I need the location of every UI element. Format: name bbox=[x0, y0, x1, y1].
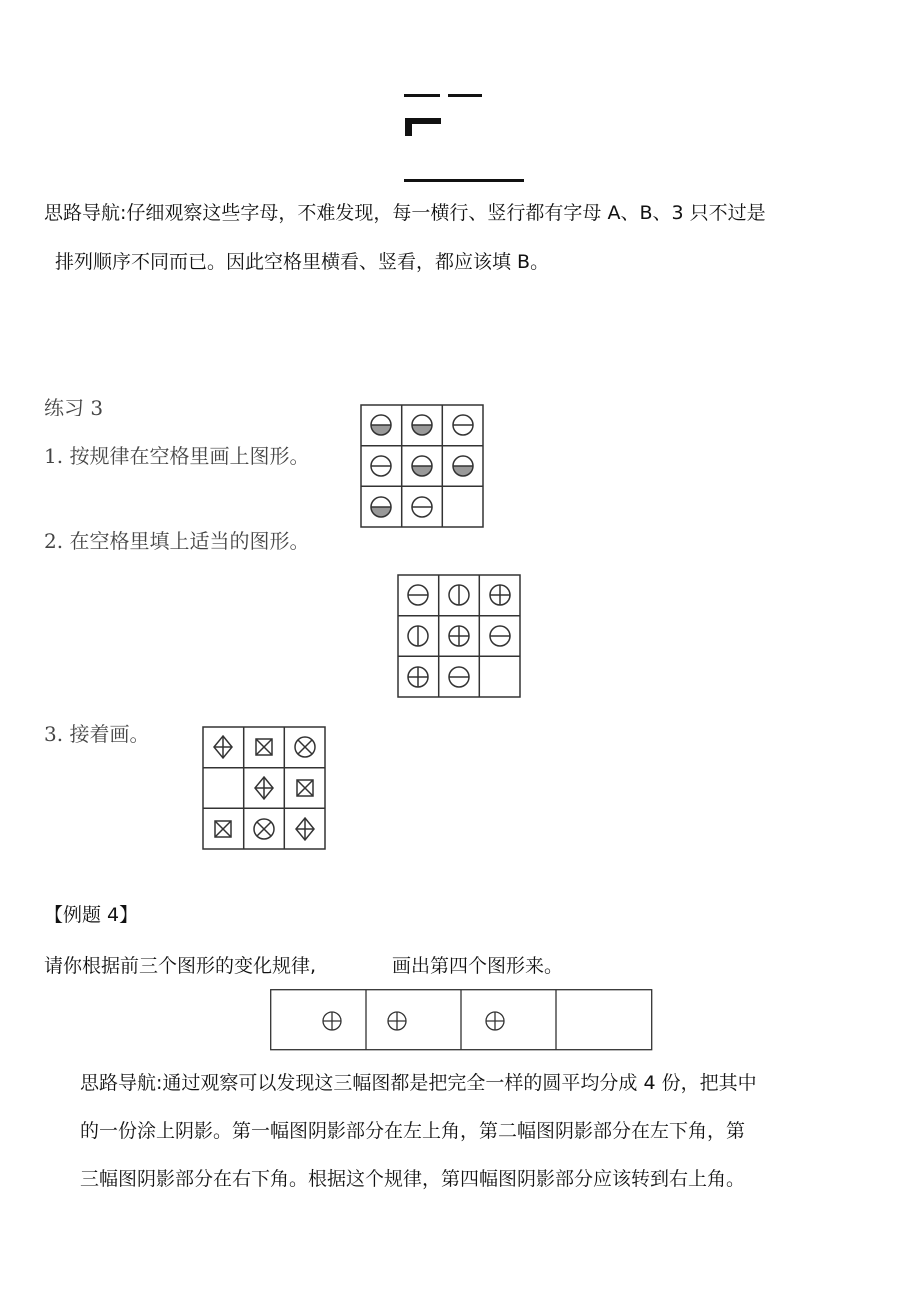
pattern-grid-1 bbox=[360, 404, 485, 529]
diamond-cross-icon bbox=[255, 777, 273, 799]
pattern-grid-2 bbox=[397, 574, 522, 699]
circle-line-icon bbox=[453, 415, 473, 435]
circle-vertical-icon bbox=[408, 626, 428, 646]
practice-heading: 练习 3 bbox=[44, 396, 104, 416]
explanation-line: 思路导航:通过观察可以发现这三幅图都是把完全一样的圆平均分成 4 份，把其中 bbox=[80, 1072, 757, 1094]
pattern-grid-3 bbox=[202, 726, 327, 851]
circle-cross-icon bbox=[486, 1012, 504, 1030]
sequence-boxes bbox=[270, 989, 653, 1051]
circle-cross-icon bbox=[323, 1012, 341, 1030]
explanation-line: 三幅图阴影部分在右下角。根据这个规律，第四幅图阴影部分应该转到右上角。 bbox=[80, 1168, 746, 1190]
question-2: 2. 在空格里填上适当的图形。 bbox=[44, 529, 310, 553]
circle-shaded-bottom-icon bbox=[412, 415, 432, 435]
circle-vertical-icon bbox=[449, 585, 469, 605]
circle-horizontal-icon bbox=[490, 626, 510, 646]
example-prompt: 画出第四个图形来。 bbox=[392, 955, 564, 977]
circle-cross-icon bbox=[449, 626, 469, 646]
circle-shaded-bottom-icon bbox=[412, 456, 432, 476]
circle-shaded-bottom-icon bbox=[371, 415, 391, 435]
diamond-cross-icon bbox=[214, 736, 232, 758]
corner-mark bbox=[405, 118, 412, 136]
circle-horizontal-icon bbox=[408, 585, 428, 605]
circle-cross-icon bbox=[408, 667, 428, 687]
example-label: 【例题 4】 bbox=[44, 904, 139, 926]
circle-line-icon bbox=[412, 497, 432, 517]
blank-line bbox=[404, 179, 524, 182]
explanation-line: 的一份涂上阴影。第一幅图阴影部分在左上角，第二幅图阴影部分在左下角，第 bbox=[80, 1120, 746, 1142]
boxed-x-icon bbox=[297, 780, 313, 796]
circle-horizontal-icon bbox=[449, 667, 469, 687]
blank-line bbox=[448, 94, 482, 97]
circle-shaded-bottom-icon bbox=[453, 456, 473, 476]
question-1: 1. 按规律在空格里画上图形。 bbox=[44, 444, 310, 468]
boxed-x-icon bbox=[256, 739, 272, 755]
diamond-cross-icon bbox=[296, 818, 314, 840]
circle-cross-icon bbox=[490, 585, 510, 605]
circle-shaded-bottom-icon bbox=[371, 497, 391, 517]
circled-x-icon bbox=[295, 737, 315, 757]
example-prompt: 请你根据前三个图形的变化规律, bbox=[44, 955, 317, 977]
boxed-x-icon bbox=[215, 821, 231, 837]
question-3: 3. 接着画。 bbox=[44, 722, 150, 746]
blank-line bbox=[404, 94, 440, 97]
explanation-line: 思路导航:仔细观察这些字母，不难发现，每一横行、竖行都有字母 A、B、3 只不过是 bbox=[44, 202, 766, 224]
explanation-line: 排列顺序不同而已。因此空格里横看、竖看，都应该填 B。 bbox=[55, 251, 550, 273]
circle-line-icon bbox=[371, 456, 391, 476]
circled-x-icon bbox=[254, 819, 274, 839]
circle-cross-icon bbox=[388, 1012, 406, 1030]
